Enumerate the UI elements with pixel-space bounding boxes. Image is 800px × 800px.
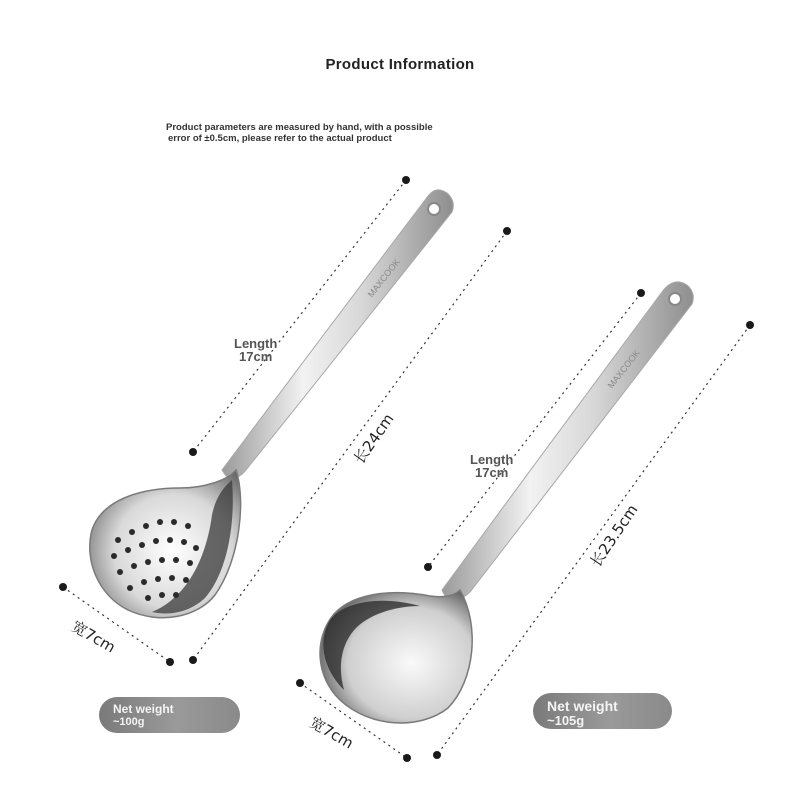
skimmer-handle-length-line — [193, 180, 406, 452]
ladle-brand-engraving: MAXCOOK — [605, 347, 642, 391]
skimmer-weight-label: Net weight — [113, 702, 174, 716]
skimmer-width: 宽7cm — [68, 617, 119, 657]
skimmer-weight-badge — [99, 697, 240, 733]
ladle-width: 宽7cm — [306, 713, 357, 753]
skimmer-spoon — [90, 190, 453, 618]
note-line-1: Product parameters are measured by hand, with a possible — [166, 122, 433, 133]
ladle-handle-length — [470, 453, 513, 479]
ladle-weight-value: ~105g — [547, 713, 585, 728]
skimmer-hang-hole — [428, 203, 440, 215]
skimmer-length-label: Length — [234, 336, 278, 351]
page-title: Product Information — [325, 56, 475, 73]
ladle-weight-label: Net weight — [547, 698, 618, 714]
note-line-2: error of ±0.5cm, please refer to the actual product — [168, 133, 392, 144]
skimmer-handle-length — [234, 337, 277, 363]
ladle-weight-badge — [533, 693, 672, 729]
ladle-length-label: Length — [470, 452, 514, 467]
ladle-spoon — [320, 282, 693, 723]
skimmer-total-length: 长24cm — [350, 410, 398, 468]
ladle-hang-hole — [669, 293, 681, 305]
skimmer-handle — [222, 190, 453, 478]
ladle-total-length: 长23.5cm — [586, 501, 642, 571]
skimmer-weight-value: ~100g — [113, 716, 145, 728]
skimmer-brand-engraving: MAXCOOK — [365, 256, 402, 300]
ladle-handle — [442, 282, 693, 600]
skimmer-length-value: 17cm — [239, 349, 273, 364]
ladle-length-value: 17cm — [475, 465, 509, 480]
